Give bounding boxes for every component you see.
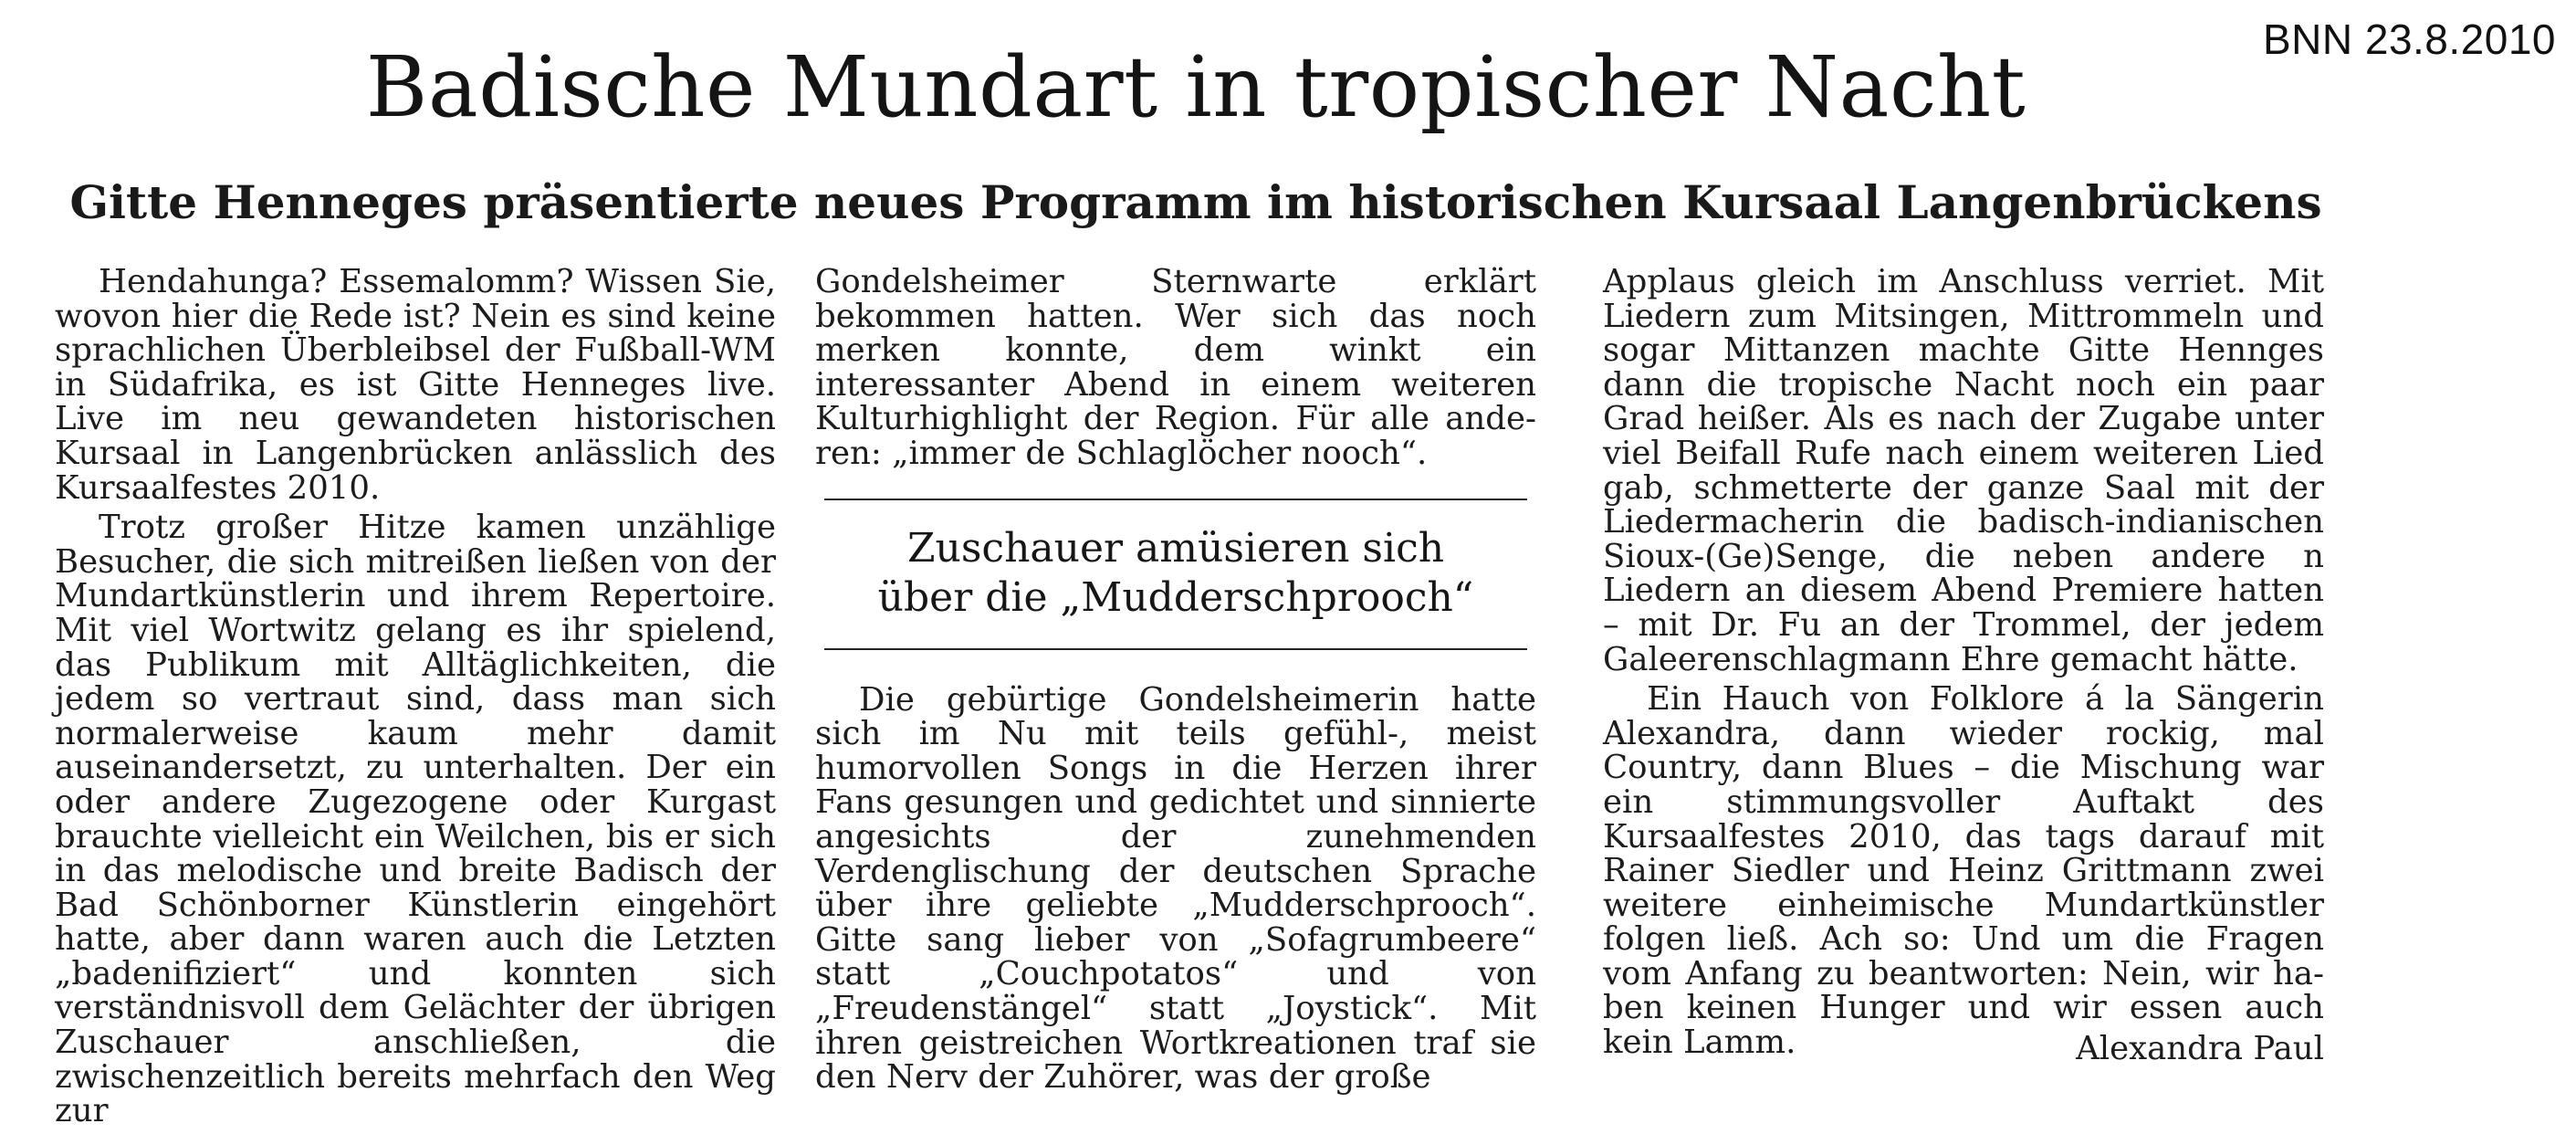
paragraph: Hendahunga? Essemalomm? Wissen Sie, wovon hier die Rede ist? Nein es sind keine sprachlichen Überbleibsel der Fußball-WM in Südafrika, es ist Gitte Henneges live. Live im neu gewandeten historischen Kursaal in Langenbrücken anlässlich des Kursaalfestes 2010. bbox=[55, 263, 776, 507]
paragraph: Gondelsheimer Sternwarte erklärt bekommen hatten. Wer sich das noch merken konnte, dem winkt ein interessanter Abend in einem weiteren Kulturhighlight der Region. Für alle anderen: „immer de Schlaglöcher nooch“. bbox=[815, 263, 1536, 472]
source-date-label: BNN 23.8.2010 bbox=[2262, 16, 2556, 63]
article-headline: Badische Mundart in tropischer Nacht bbox=[365, 38, 2026, 136]
section-subheading-line: über die „Mudderschprooch“ bbox=[877, 573, 1474, 621]
paragraph: Ein Hauch von Folklore á la Sängerin Alexandra, dann wieder rockig, mal Country, dann Blues – die Mischung war ein stimmungsvoller Auftakt des Kursaalfestes 2010, das tags darauf mit Rainer Siedler und Heinz Grittmann zwei weitere einheimische Mundartkünstler folgen ließ. Ach so: Und um die Fragen vom Anfang zu beantworten: Nein, wir haben keinen Hunger und wir essen auch kein Lamm. bbox=[1603, 680, 2324, 1062]
author-byline: Alexandra Paul bbox=[2076, 1029, 2324, 1067]
paragraph: Die gebürtige Gondelsheimerin hatte sich im Nu mit teils gefühl-, meist humorvollen Songs in die Herzen ihrer Fans gesungen und gedichtet und sinnierte angesichts der zunehmenden Verdenglischung der deutschen Sprache über ihre geliebte „Mudderschprooch“. Gitte sang lieber von „Sofagrumbeere“ statt „Couchpotatos“ und von „Freudenstängel“ statt „Joystick“. Mit ihren geistreichen Wortkreationen traf sie den Nerv der Zuhörer, was der große bbox=[815, 680, 1536, 1097]
article-subheadline: Gitte Henneges präsentierte neues Programm im historischen Kursaal Langenbrückens bbox=[69, 175, 2322, 229]
paragraph: Trotz großer Hitze kamen unzählige Besucher, die sich mitreißen ließen von der Mundartkünstlerin und ihrem Repertoire. Mit viel Wortwitz gelang es ihr spielend, das Publikum mit Alltäglichkeiten, die jedem so vertraut sind, dass man sich normalerweise kaum mehr damit auseinandersetzt, zu unterhalten. Der ein oder andere Zugezogene oder Kurgast brauchte vielleicht ein Weilchen, bis er sich in das melodische und breite Badisch der Bad Schönborner Künstlerin eingehört hatte, aber dann waren auch die Letzten „badenifiziert“ und konnten sich verständnisvoll dem Gelächter der übrigen Zuschauer anschließen, die zwischenzeitlich bereits mehrfach den Weg zur bbox=[55, 509, 776, 1130]
section-subheading bbox=[824, 499, 1527, 650]
section-subheading-line: Zuschauer amüsieren sich bbox=[906, 524, 1445, 572]
article-column-2 bbox=[815, 265, 1536, 1100]
article-column-3 bbox=[1603, 265, 2324, 1066]
paragraph: Applaus gleich im Anschluss verriet. Mit Liedern zum Mitsingen, Mittrommeln und sogar Mittanzen machte Gitte Hennges dann die tropische Nacht noch ein paar Grad heißer. Als es nach der Zugabe unter viel Beifall Rufe nach einem weiteren Lied gab, schmetterte der ganze Saal mit der Liedermacherin die badisch-indianischen Sioux-(Ge)Senge, die neben andere n Liedern an diesem Abend Premiere hatten – mit Dr. Fu an der Trommel, der jedem Galeerenschlagmann Ehre gemacht hätte. bbox=[1603, 263, 2324, 678]
article-column-1 bbox=[55, 265, 776, 1134]
